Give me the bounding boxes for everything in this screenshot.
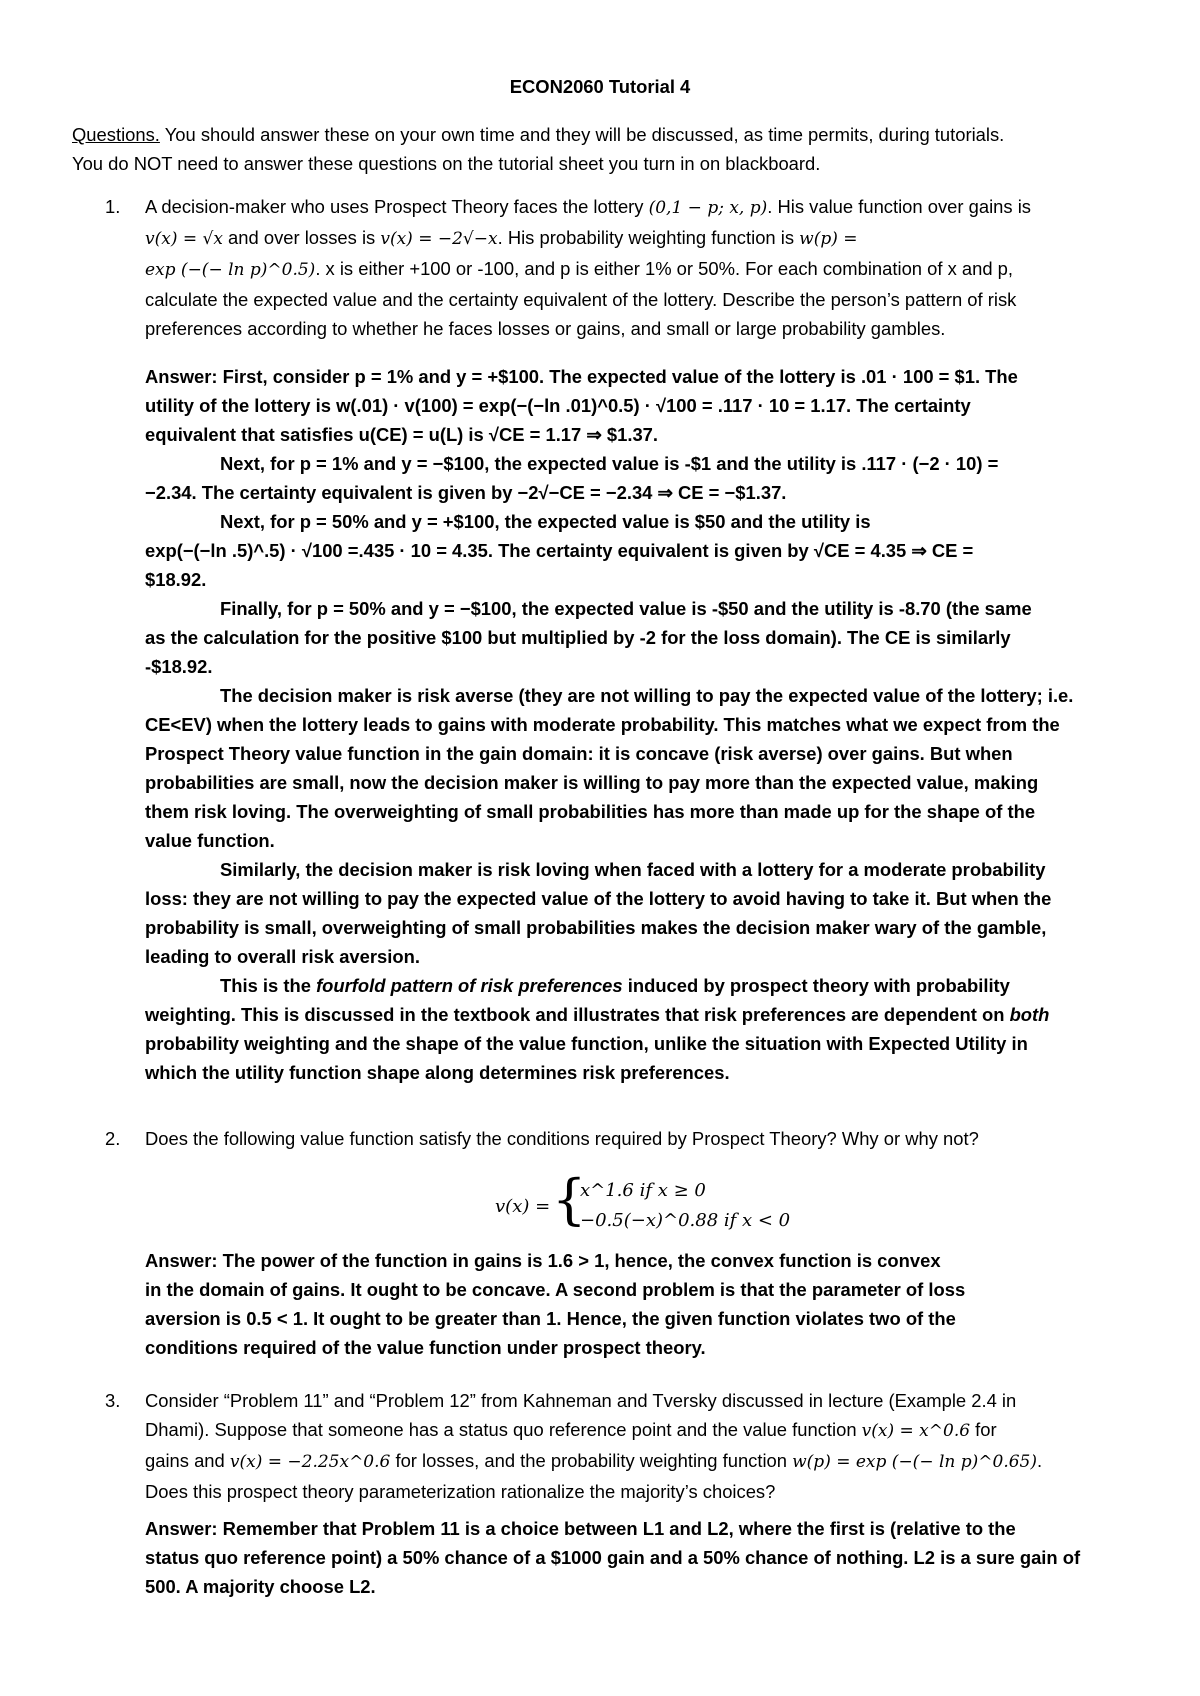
- question-3: [105, 1386, 1135, 1506]
- q3-text: for: [970, 1419, 997, 1440]
- q3-text: Dhami). Suppose that someone has a status quo reference point and the value function: [145, 1419, 862, 1440]
- q3-gain-function-math: v(x) = x^0.6: [861, 1421, 971, 1441]
- question-number: 1.: [105, 196, 121, 217]
- q3-weighting-math: w(p) = exp (−(− ln p)^0.65): [792, 1452, 1037, 1472]
- value-function-equation: [0, 1168, 1200, 1236]
- question-number: 3.: [105, 1390, 121, 1411]
- answer-text: induced by prospect theory with probability: [622, 975, 1010, 996]
- q1-text: . x is either +100 or -100, and p is either 1% or 50%. For each combination of x and p,: [315, 258, 1014, 279]
- q3-text: for losses, and the probability weighting function: [390, 1450, 793, 1471]
- answer-line: probability is small, overweighting of small probabilities makes the decision maker wary of the gamble,: [145, 917, 1047, 938]
- q1-text: . His value function over gains is: [767, 196, 1031, 217]
- answer-line: aversion is 0.5 < 1. It ought to be greater than 1. Hence, the given function violates two of the: [145, 1308, 956, 1329]
- q1-text: and over losses is: [222, 227, 381, 248]
- q2-text: Does the following value function satisfy the conditions required by Prospect Theory? Why or why not?: [145, 1128, 979, 1149]
- equation-lhs: v(x) =: [495, 1196, 551, 1217]
- equation-case-gains: x^1.6 if x ≥ 0: [580, 1180, 706, 1201]
- answer-line: Prospect Theory value function in the gain domain: it is concave (risk averse) over gains. But when: [145, 743, 1013, 764]
- answer-2: [145, 1246, 1135, 1362]
- q1-text: calculate the expected value and the certainty equivalent of the lottery. Describe the person’s pattern of risk: [145, 289, 1017, 310]
- q3-loss-function-math: v(x) = −2.25x^0.6: [229, 1452, 391, 1472]
- answer-line: in the domain of gains. It ought to be concave. A second problem is that the parameter of loss: [145, 1279, 966, 1300]
- answer-line: Finally, for p = 50% and y = −$100, the expected value is -$50 and the utility is -8.70 (the same: [220, 598, 1032, 619]
- answer-line: utility of the lottery is w(.01) · v(100) = exp(−(−ln .01)^0.5) · √100 = .117 · 10 = 1.17. The certainty: [145, 395, 971, 416]
- page-title: ECON2060 Tutorial 4: [509, 76, 691, 97]
- answer-line: exp(−(−ln .5)^.5) · √100 =.435 · 10 = 4.35. The certainty equivalent is given by √CE = 4.35 ⇒ CE =: [145, 540, 974, 561]
- answer-line: Answer: First, consider p = 1% and y = +$100. The expected value of the lottery is .01 · 100 = $1. The: [145, 366, 1018, 387]
- answer-line: Answer: The power of the function in gains is 1.6 > 1, hence, the convex function is convex: [145, 1250, 941, 1271]
- q1-lottery-math: (0,1 − p; x, p): [648, 198, 768, 218]
- answer-1: [145, 362, 1135, 1087]
- q1-text: . His probability weighting function is: [497, 227, 800, 248]
- brace-symbol: {: [552, 1168, 587, 1231]
- q3-text: Does this prospect theory parameterization rationalize the majority’s choices?: [145, 1481, 776, 1502]
- intro-line2: You do NOT need to answer these questions on the tutorial sheet you turn in on blackboard.: [72, 153, 821, 174]
- question-2: [105, 1124, 1135, 1153]
- question-1: [105, 192, 1135, 343]
- q3-text: Consider “Problem 11” and “Problem 12” from Kahneman and Tversky discussed in lecture (Example 2.4 in: [145, 1390, 1017, 1411]
- answer-text: This is the: [220, 975, 317, 996]
- answer-line: leading to overall risk aversion.: [145, 946, 420, 967]
- answer-line: probabilities are small, now the decision maker is willing to pay more than the expected value, making: [145, 772, 1039, 793]
- answer-line: Answer: Remember that Problem 11 is a choice between L1 and L2, where the first is (relative to the: [145, 1518, 1016, 1539]
- answer-line: Similarly, the decision maker is risk loving when faced with a lottery for a moderate probability: [220, 859, 1046, 880]
- answer-line: probability weighting and the shape of the value function, unlike the situation with Expected Utility in: [145, 1033, 1028, 1054]
- q1-text: A decision-maker who uses Prospect Theory faces the lottery: [145, 196, 649, 217]
- answer-line: them risk loving. The overweighting of small probabilities has more than made up for the shape of the: [145, 801, 1036, 822]
- answer-line: The decision maker is risk averse (they are not willing to pay the expected value of the lottery; i.e.: [220, 685, 1074, 706]
- answer-line: CE<EV) when the lottery leads to gains with moderate probability. This matches what we expect from the: [145, 714, 1060, 735]
- answer-line: value function.: [145, 830, 275, 851]
- q1-loss-function-math: v(x) = −2√−x: [380, 229, 498, 249]
- answer-line: equivalent that satisfies u(CE) = u(L) is √CE = 1.17 ⇒ $1.37.: [145, 424, 659, 445]
- answer-italic-text: both: [1009, 1004, 1050, 1025]
- answer-line: status quo reference point) a 50% chance of a $1000 gain and a 50% chance of nothing. L2 is a sure gain of: [145, 1547, 1081, 1568]
- question-number: 2.: [105, 1128, 121, 1149]
- q1-gain-function-math: v(x) = √x: [145, 229, 223, 249]
- q1-weighting-math: w(p) =: [799, 229, 858, 249]
- answer-line: which the utility function shape along determines risk preferences.: [145, 1062, 730, 1083]
- answer-line: −2.34. The certainty equivalent is given by −2√−CE = −2.34 ⇒ CE = −$1.37.: [145, 482, 787, 503]
- answer-line: Next, for p = 50% and y = +$100, the expected value is $50 and the utility is: [220, 511, 871, 532]
- answer-line: Next, for p = 1% and y = −$100, the expected value is -$1 and the utility is .117 · (−2 · 10) =: [220, 453, 999, 474]
- answer-line: conditions required of the value function under prospect theory.: [145, 1337, 706, 1358]
- q1-text: preferences according to whether he faces losses or gains, and small or large probability gambles.: [145, 318, 946, 339]
- answer-line: 500. A majority choose L2.: [145, 1576, 376, 1597]
- answer-3: [145, 1514, 1135, 1601]
- equation-case-losses: −0.5(−x)^0.88 if x < 0: [580, 1210, 791, 1231]
- intro-line1: You should answer these on your own time and they will be discussed, as time permits, during tutorials.: [159, 124, 1005, 145]
- answer-italic-text: fourfold pattern of risk preferences: [316, 975, 623, 996]
- answer-line: loss: they are not willing to pay the expected value of the lottery to avoid having to take it. But when the: [145, 888, 1052, 909]
- intro-paragraph: [72, 120, 1132, 178]
- questions-heading: Questions.: [72, 124, 160, 145]
- q3-text: .: [1037, 1450, 1043, 1471]
- q1-weighting-formula-math: exp (−(− ln p)^0.5): [145, 260, 316, 280]
- answer-line: as the calculation for the positive $100 but multiplied by -2 for the loss domain). The CE is similarly: [145, 627, 1011, 648]
- answer-line: -$18.92.: [145, 656, 213, 677]
- answer-line: $18.92.: [145, 569, 207, 590]
- answer-text: weighting. This is discussed in the textbook and illustrates that risk preferences are dependent on: [145, 1004, 1010, 1025]
- q3-text: gains and: [145, 1450, 230, 1471]
